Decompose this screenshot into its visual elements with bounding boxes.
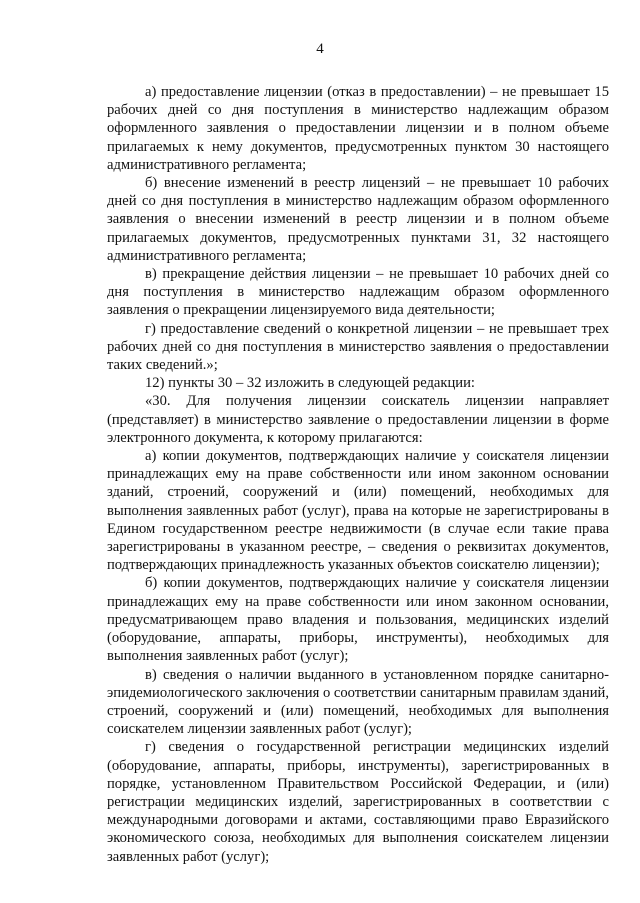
paragraph-b-registry-changes: б) внесение изменений в реестр лицензий – не превышает 10 рабочих дней со дня поступления в министерство надлежащим образом оформленного заявления о внесении изменений в реестр лицензии и в полном объеме прилагаемых документов, предусмотренных пунктами 31, 32 настоящего административного регламента; [107,175,609,264]
paragraph-v-license-termination: в) прекращение действия лицензии – не превышает 10 рабочих дней со дня поступления в министерство надлежащим образом оформленного заявления о прекращении лицензируемого вида деятельности; [107,266,609,319]
paragraph-clause-30: «30. Для получения лицензии соискатель лицензии направляет (представляет) в министерство заявление о предоставлении лицензии в форме электронного документа, к которому прилагаются: [107,393,609,446]
paragraph-a-license-grant: а) предоставление лицензии (отказ в предоставлении) – не превышает 15 рабочих дней со дня поступления в министерство надлежащим образом оформленного заявления о предоставлении лицензии и в полном объеме прилагаемых к нему документов, предусмотренных пунктом 30 настоящего административного регламента; [107,84,609,173]
page-number: 4 [316,41,324,57]
paragraph-30-a: а) копии документов, подтверждающих наличие у соискателя лицензии принадлежащих ему на праве собственности или ином законном основании зданий, строений, сооружений и (или) помещений, необходимых для выполнения заявленных работ (услуг), права на которые не зарегистрированы в Едином государственном реестре недвижимости (в случае если такие права зарегистрированы в указанном реестре, – сведения о реквизитах документов, подтверждающих принадлежность указанных объектов соискателю лицензии); [107,448,609,574]
paragraph-30-v: в) сведения о наличии выданного в установленном порядке санитарно-эпидемиологического заключения о соответствии санитарным правилам зданий, строений, сооружений и (или) помещений, необходимых для выполнения соискателем лицензии заявленных работ (услуг); [107,666,609,738]
paragraph-item-12: 12) пункты 30 – 32 изложить в следующей редакции: [145,375,475,392]
document-body [107,83,609,866]
paragraph-30-g: г) сведения о государственной регистрации медицинских изделий (оборудование, аппараты, приборы, инструменты), зарегистрированных в порядке, установленном Правительством Российской Федерации, и (или) регистрации медицинских изделий, зарегистрированных в соответствии с международными договорами и актами, составляющими право Евразийского экономического союза, необходимых для выполнения соискателем лицензии заявленных работ (услуг); [107,739,609,865]
paragraph-g-license-info: г) предоставление сведений о конкретной лицензии – не превышает трех рабочих дней со дня поступления в министерство заявления о предоставлении таких сведений.»; [107,320,609,374]
paragraph-30-b: б) копии документов, подтверждающих наличие у соискателя лицензии принадлежащих ему на праве собственности или ином законном основании, предусматривающем право владения и пользования, медицинских изделий (оборудование, аппараты, приборы, инструменты), необходимых для выполнения заявленных работ (услуг); [107,575,609,665]
